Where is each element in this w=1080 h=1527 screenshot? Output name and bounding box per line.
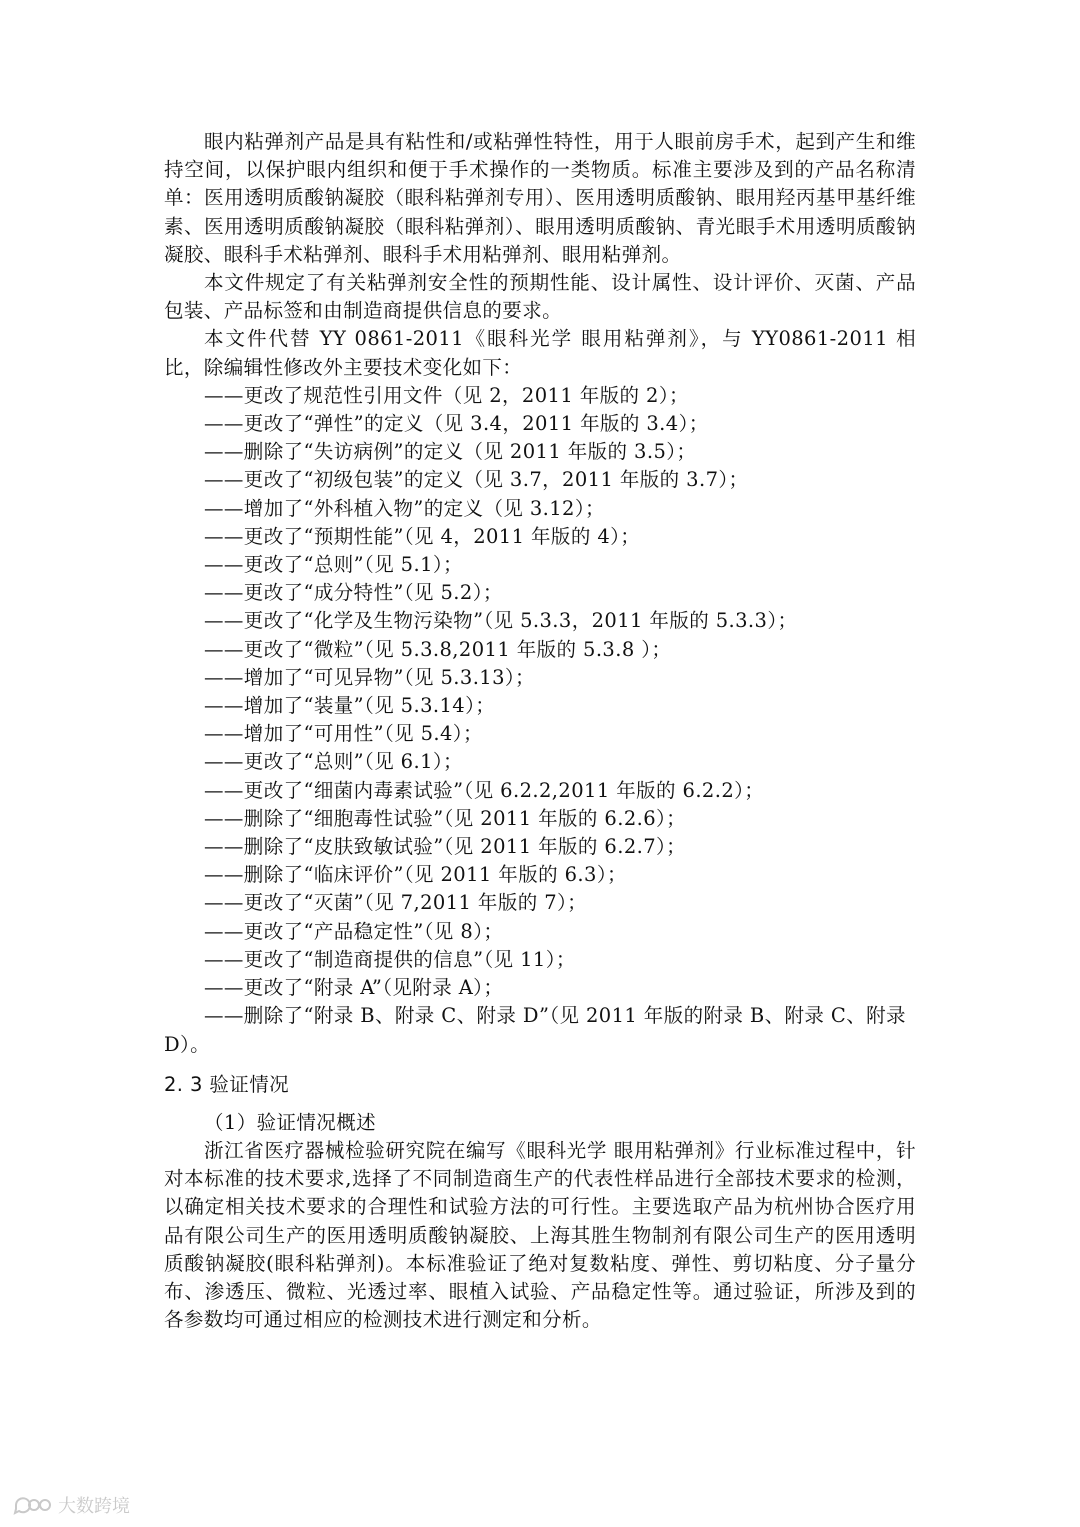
change-item: ——删除了“临床评价”（见 2011 年版的 6.3）； <box>204 863 627 887</box>
intro-paragraph-1: 眼内粘弹剂产品是具有粘性和/或粘弹性特性，用于人眼前房手术，起到产生和维持空间，以保护眼内组织和便于手术操作的一类物质。标准主要涉及到的产品名称清单：医用透明质酸钠凝胶（眼科粘弹剂专用）、医用透明质酸钠、眼用羟丙基甲基纤维素、医用透明质酸钠凝胶（眼科粘弹剂）、眼用透明质酸钠、青光眼手术用透明质酸钠凝胶、眼科手术粘弹剂、眼科手术用粘弹剂、眼用粘弹剂。 <box>164 130 916 266</box>
change-item: ——增加了“可见异物”（见 5.3.13）； <box>204 665 535 689</box>
change-item: ——更改了“微粒”（见 5.3.8,2011 年版的 5.3.8 ）； <box>204 637 672 661</box>
change-item: ——更改了“预期性能”（见 4，2011 年版的 4）； <box>204 524 641 548</box>
document-body <box>164 128 916 1334</box>
verification-paragraph: 浙江省医疗器械检验研究院在编写《眼科光学 眼用粘弹剂》行业标准过程中，针对本标准的技术要求,选择了不同制造商生产的代表性样品进行全部技术要求的检测，以确定相关技术要求的合理性和试验方法的可行性。主要选取产品为杭州协合医疗用品有限公司生产的医用透明质酸钠凝胶、上海其胜生物制剂有限公司生产的医用透明质酸钠凝胶(眼科粘弹剂)。本标准验证了绝对复数粘度、弹性、剪切粘度、分子量分布、渗透压、微粒、光透过率、眼植入试验、产品稳定性等。通过验证，所涉及到的各参数均可通过相应的检测技术进行测定和分析。 <box>164 1138 916 1332</box>
change-item: ——删除了“附录 B、附录 C、附录 D”（见 2011 年版的附录 B、附录 C、附录 D）。 <box>164 1004 906 1056</box>
change-item: ——更改了“附录 A”（见附录 A）； <box>204 976 504 1000</box>
change-item: ——更改了规范性引用文件（见 2，2011 年版的 2）； <box>204 383 689 407</box>
intro-paragraph-2: 本文件规定了有关粘弹剂安全性的预期性能、设计属性、设计评价、灭菌、产品包装、产品标签和由制造商提供信息的要求。 <box>164 271 916 323</box>
watermark <box>12 1492 130 1518</box>
subsection-heading: （1）验证情况概述 <box>204 1110 377 1134</box>
change-item: ——更改了“制造商提供的信息”（见 11）； <box>204 947 576 971</box>
change-item: ——更改了“产品稳定性”（见 8）； <box>204 919 504 943</box>
chat-bubble-logo-icon <box>12 1494 52 1516</box>
change-item: ——更改了“化学及生物污染物”（见 5.3.3，2011 年版的 5.3.3）； <box>204 609 798 633</box>
change-item: ——删除了“失访病例”的定义（见 2011 年版的 3.5）； <box>204 440 697 464</box>
change-item: ——更改了“总则”（见 5.1）； <box>204 553 463 577</box>
change-item: ——增加了“装量”（见 5.3.14）； <box>204 694 496 718</box>
change-item: ——更改了“总则”（见 6.1）； <box>204 750 463 774</box>
change-item: ——更改了“初级包装”的定义（见 3.7，2011 年版的 3.7）； <box>204 468 749 492</box>
changes-list <box>164 382 916 1059</box>
change-item: ——删除了“细胞毒性试验”（见 2011 年版的 6.2.6）； <box>204 806 687 830</box>
watermark-text: 大数跨境 <box>58 1496 130 1517</box>
section-heading: 2. 3 验证情况 <box>164 1072 290 1096</box>
change-item: ——更改了“弹性”的定义（见 3.4，2011 年版的 3.4）； <box>204 412 709 436</box>
change-item: ——更改了“灭菌”（见 7,2011 年版的 7）； <box>204 891 588 915</box>
change-item: ——增加了“可用性”（见 5.4）； <box>204 722 483 746</box>
change-item: ——增加了“外科植入物”的定义（见 3.12）； <box>204 496 605 520</box>
intro-paragraph-3: 本文件代替 YY 0861-2011《眼科光学 眼用粘弹剂》，与 YY0861-2011 相比，除编辑性修改外主要技术变化如下： <box>164 327 916 379</box>
change-item: ——更改了“成分特性”（见 5.2）； <box>204 581 503 605</box>
change-item: ——更改了“细菌内毒素试验”（见 6.2.2,2011 年版的 6.2.2）； <box>204 778 765 802</box>
change-item: ——删除了“皮肤致敏试验”（见 2011 年版的 6.2.7）； <box>204 835 687 859</box>
